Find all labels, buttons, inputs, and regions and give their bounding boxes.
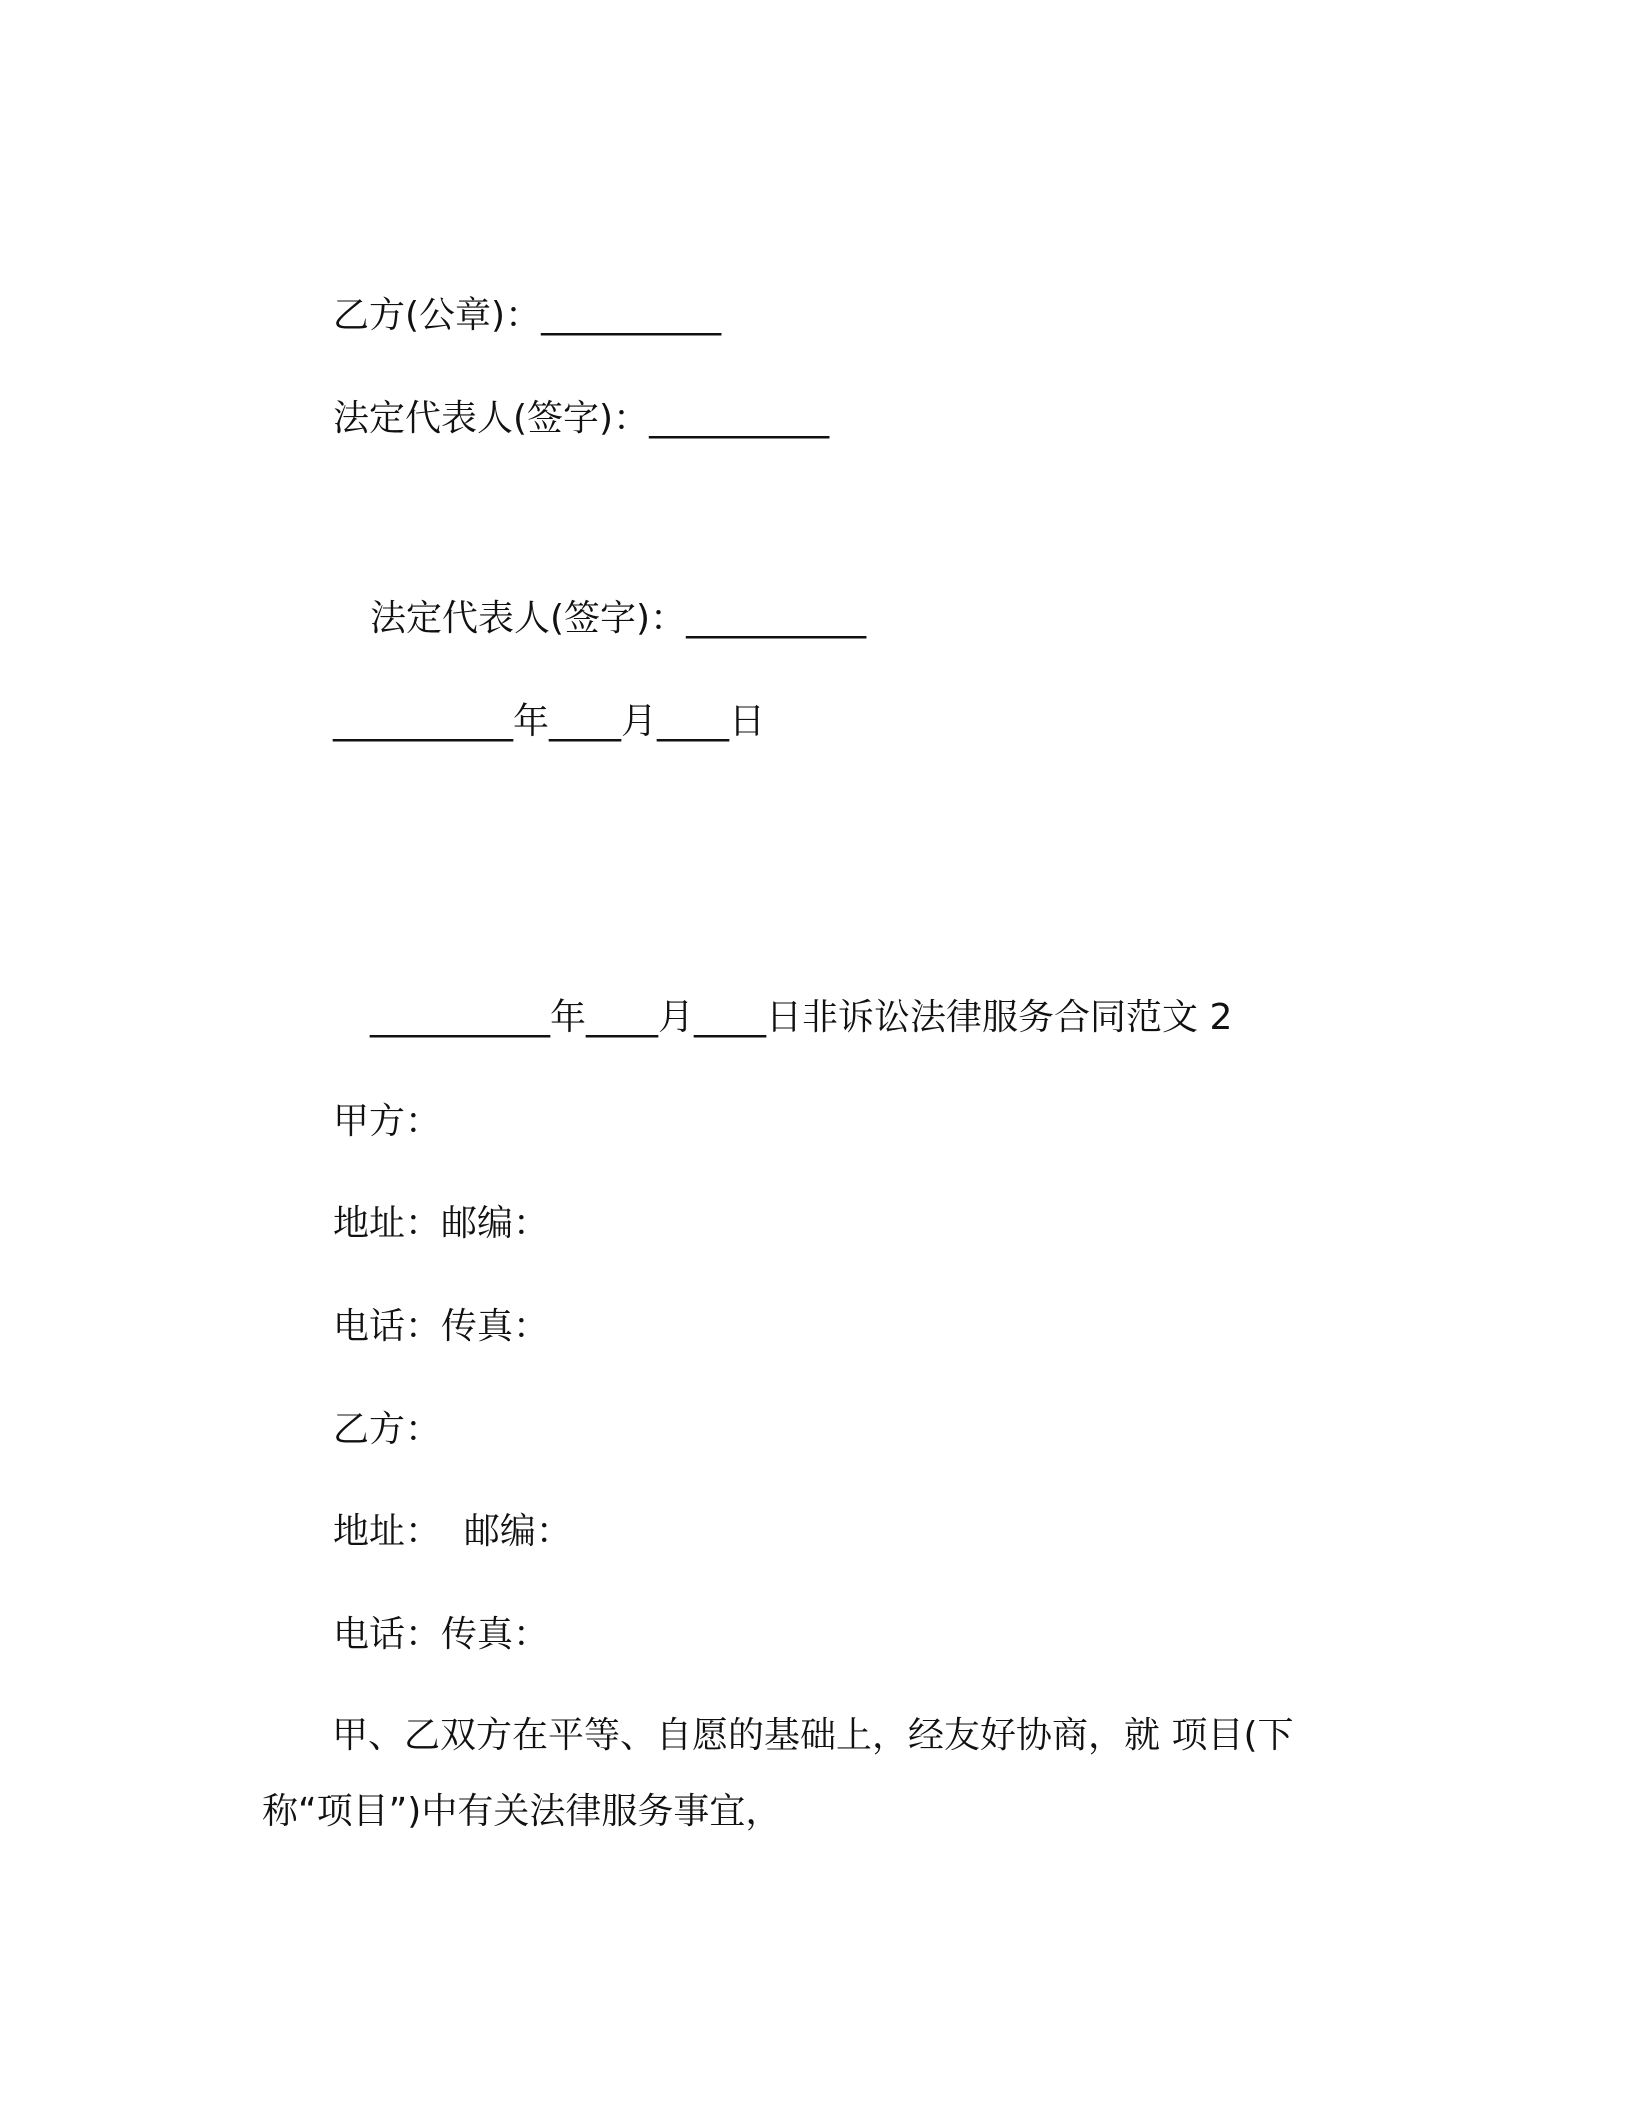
intro-paragraph: 甲、乙双方在平等、自愿的基础上，经友好协商，就 项目(下称“项目”)中有关法律服务事宜， <box>262 1715 1294 1832</box>
legal-representative-signature-line-2: 法定代表人(签字)：__________ <box>370 598 867 639</box>
party-a-label: 甲方： <box>333 1101 442 1142</box>
legal-representative-signature-line: 法定代表人(签字)：__________ <box>333 398 830 439</box>
contract-title: __________年____月____日非诉讼法律服务合同范文 2 <box>370 997 1233 1038</box>
party-b-seal-line: 乙方(公章)：__________ <box>333 295 722 336</box>
party-a-address-postcode: 地址：邮编： <box>333 1203 550 1244</box>
party-a-phone-fax: 电话：传真： <box>333 1306 550 1347</box>
date-line: __________年____月____日 <box>333 701 765 742</box>
party-b-phone-fax: 电话：传真： <box>333 1614 550 1655</box>
party-b-label: 乙方： <box>333 1409 442 1450</box>
party-b-address-postcode: 地址： 邮编： <box>333 1511 572 1552</box>
